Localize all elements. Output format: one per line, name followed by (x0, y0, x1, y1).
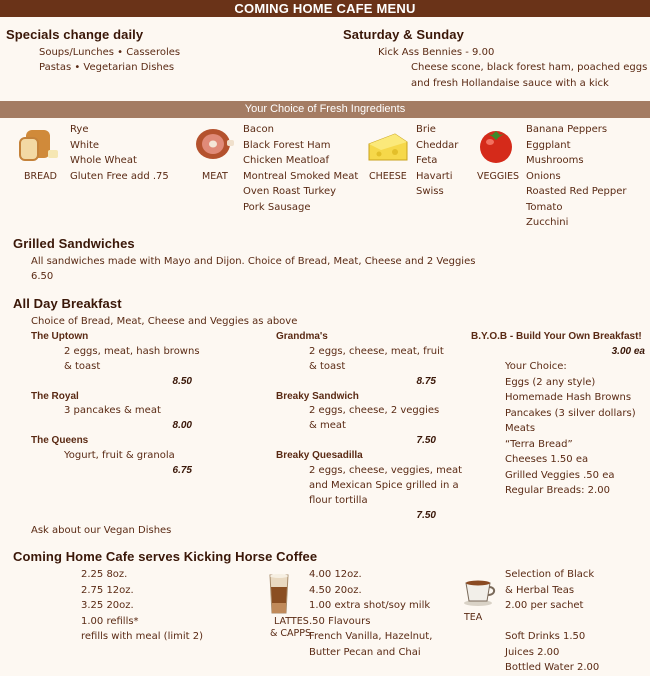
weekend-item: Kick Ass Bennies - 9.00 (378, 47, 495, 58)
veggie-item: Roasted Red Pepper (526, 186, 627, 197)
byob-item: Homemade Hash Browns (505, 392, 632, 403)
drip-item: 2.25 8oz. (81, 569, 128, 580)
drip-item: 3.25 20oz. (81, 600, 134, 611)
ingredients-band: Your Choice of Fresh Ingredients (0, 101, 650, 118)
drip-item: refills with meal (limit 2) (81, 631, 204, 642)
grandmas-price: 8.75 (416, 376, 436, 387)
meat-item: Black Forest Ham (243, 139, 331, 151)
uptown-name: The Uptown (31, 331, 89, 342)
bread-list (70, 122, 169, 184)
latte-item: 4.00 12oz. (309, 569, 362, 580)
coffee-title: Coming Home Cafe serves Kicking Horse Coffee (13, 549, 318, 564)
byob-item: “Terra Bread” (505, 438, 573, 450)
tea-item: 2.00 per sachet (505, 600, 584, 611)
grilled-title: Grilled Sandwiches (13, 236, 135, 251)
byob-item: Grilled Veggies .50 ea (505, 469, 615, 481)
tea-label: TEA (464, 612, 483, 623)
tea-item: Selection of Black (505, 569, 595, 580)
latte-glass-icon (264, 573, 294, 621)
quesadilla-price: 7.50 (416, 510, 436, 521)
lattes-label-2: & CAPPS (270, 628, 312, 639)
cheese-item: Havarti (416, 170, 453, 182)
vegan-note: Ask about our Vegan Dishes (31, 525, 172, 536)
bread-item: Whole Wheat (70, 155, 137, 166)
veggie-item: Onions (526, 170, 561, 182)
grandmas-name: Grandma's (276, 331, 328, 342)
grandmas-line-2: & toast (309, 361, 346, 372)
latte-item: Butter Pecan and Chai (309, 646, 421, 658)
uptown-line-1: 2 eggs, meat, hash browns (64, 346, 200, 357)
tea-cup-icon (463, 577, 497, 611)
uptown-line-2: & toast (64, 361, 101, 372)
specials-line-2: Pastas • Vegetarian Dishes (39, 62, 175, 73)
veggies-list (526, 122, 627, 231)
drip-item: 2.75 12oz. (81, 584, 134, 596)
royal-name: The Royal (31, 391, 79, 402)
bread-icon (18, 124, 62, 168)
weekend-desc-2: and fresh Hollandaise sauce with a kick (411, 78, 609, 89)
byob-list (505, 359, 636, 499)
meat-label: MEAT (202, 171, 228, 182)
menu-header: COMING HOME CAFE MENU (0, 0, 650, 17)
queens-line-1: Yogurt, fruit & granola (64, 450, 175, 461)
drip-item: 1.00 refills* (81, 615, 139, 627)
drink-item: Bottled Water 2.00 (505, 662, 600, 673)
specials-title: Specials change daily (6, 27, 144, 42)
cheese-list (416, 122, 458, 200)
veggies-label: VEGGIES (477, 171, 520, 182)
veggie-item: Tomato (526, 201, 563, 213)
meat-item: Chicken Meatloaf (243, 155, 330, 166)
byob-item: Pancakes (3 silver dollars) (505, 407, 636, 419)
byob-item: Cheeses 1.50 ea (505, 454, 589, 465)
veggie-item: Eggplant (526, 139, 571, 151)
specials-line-1: Soups/Lunches • Casseroles (39, 47, 181, 58)
breaky-name: Breaky Sandwich (276, 391, 359, 402)
quesadilla-line-2: and Mexican Spice grilled in a (309, 480, 459, 491)
drink-item: Juices 2.00 (505, 646, 560, 658)
breakfast-subtitle: Choice of Bread, Meat, Cheese and Veggies as above (31, 316, 298, 327)
grilled-desc: All sandwiches made with Mayo and Dijon. Choice of Bread, Meat, Cheese and 2 Veggies (31, 256, 476, 267)
cheese-item: Swiss (416, 186, 444, 197)
veggie-item: Zucchini (526, 217, 569, 228)
meat-item: Oven Roast Turkey (243, 186, 337, 197)
cheese-label: CHEESE (369, 171, 407, 182)
meat-item: Pork Sausage (243, 201, 311, 213)
weekend-desc-1: Cheese scone, black forest ham, poached eggs (411, 62, 648, 73)
drip-list (81, 567, 203, 645)
bread-label: BREAD (24, 171, 57, 182)
breaky-line-1: 2 eggs, cheese, 2 veggies (309, 405, 440, 416)
quesadilla-line-1: 2 eggs, cheese, veggies, meat (309, 465, 463, 476)
latte-item: 1.00 extra shot/soy milk (309, 600, 431, 611)
cheese-item: Brie (416, 124, 436, 135)
breaky-price: 7.50 (416, 435, 436, 446)
queens-price: 6.75 (172, 465, 192, 476)
meat-item: Montreal Smoked Meat (243, 170, 359, 182)
weekend-title: Saturday & Sunday (343, 27, 464, 42)
cheese-icon (367, 132, 409, 168)
veggie-item: Banana Peppers (526, 124, 608, 135)
veggie-item: Mushrooms (526, 155, 584, 166)
quesadilla-line-3: flour tortilla (309, 495, 368, 506)
meat-list (243, 122, 358, 215)
latte-item: French Vanilla, Hazelnut, (309, 631, 433, 642)
meat-item: Bacon (243, 124, 274, 135)
cheese-item: Cheddar (416, 139, 459, 151)
breaky-line-2: & meat (309, 420, 346, 431)
quesadilla-name: Breaky Quesadilla (276, 450, 363, 461)
lattes-label-1: LATTES (274, 616, 309, 627)
byob-item: Eggs (2 any style) (505, 376, 596, 388)
tea-list (505, 567, 594, 614)
queens-name: The Queens (31, 435, 89, 446)
latte-item: .50 Flavours (309, 615, 371, 627)
byob-choice: Your Choice: (505, 361, 567, 372)
grandmas-line-1: 2 eggs, cheese, meat, fruit (309, 346, 444, 357)
latte-item: 4.50 20oz. (309, 584, 362, 596)
breakfast-title: All Day Breakfast (13, 296, 122, 311)
drinks-list (505, 629, 599, 676)
cheese-item: Feta (416, 155, 438, 166)
lattes-list (309, 567, 432, 660)
byob-item: Regular Breads: 2.00 (505, 485, 610, 496)
drink-item: Soft Drinks 1.50 (505, 631, 586, 642)
tomato-icon (476, 126, 516, 168)
royal-line-1: 3 pancakes & meat (64, 405, 161, 416)
bread-item: Gluten Free add .75 (70, 170, 169, 182)
byob-title: B.Y.O.B - Build Your Own Breakfast! (471, 331, 642, 342)
ham-icon (193, 126, 235, 166)
bread-item: White (70, 139, 100, 151)
royal-price: 8.00 (172, 420, 192, 431)
uptown-price: 8.50 (172, 376, 192, 387)
tea-item: & Herbal Teas (505, 584, 575, 596)
byob-price: 3.00 ea (611, 346, 645, 357)
grilled-price: 6.50 (31, 271, 54, 282)
byob-item: Meats (505, 423, 536, 434)
bread-item: Rye (70, 124, 89, 135)
